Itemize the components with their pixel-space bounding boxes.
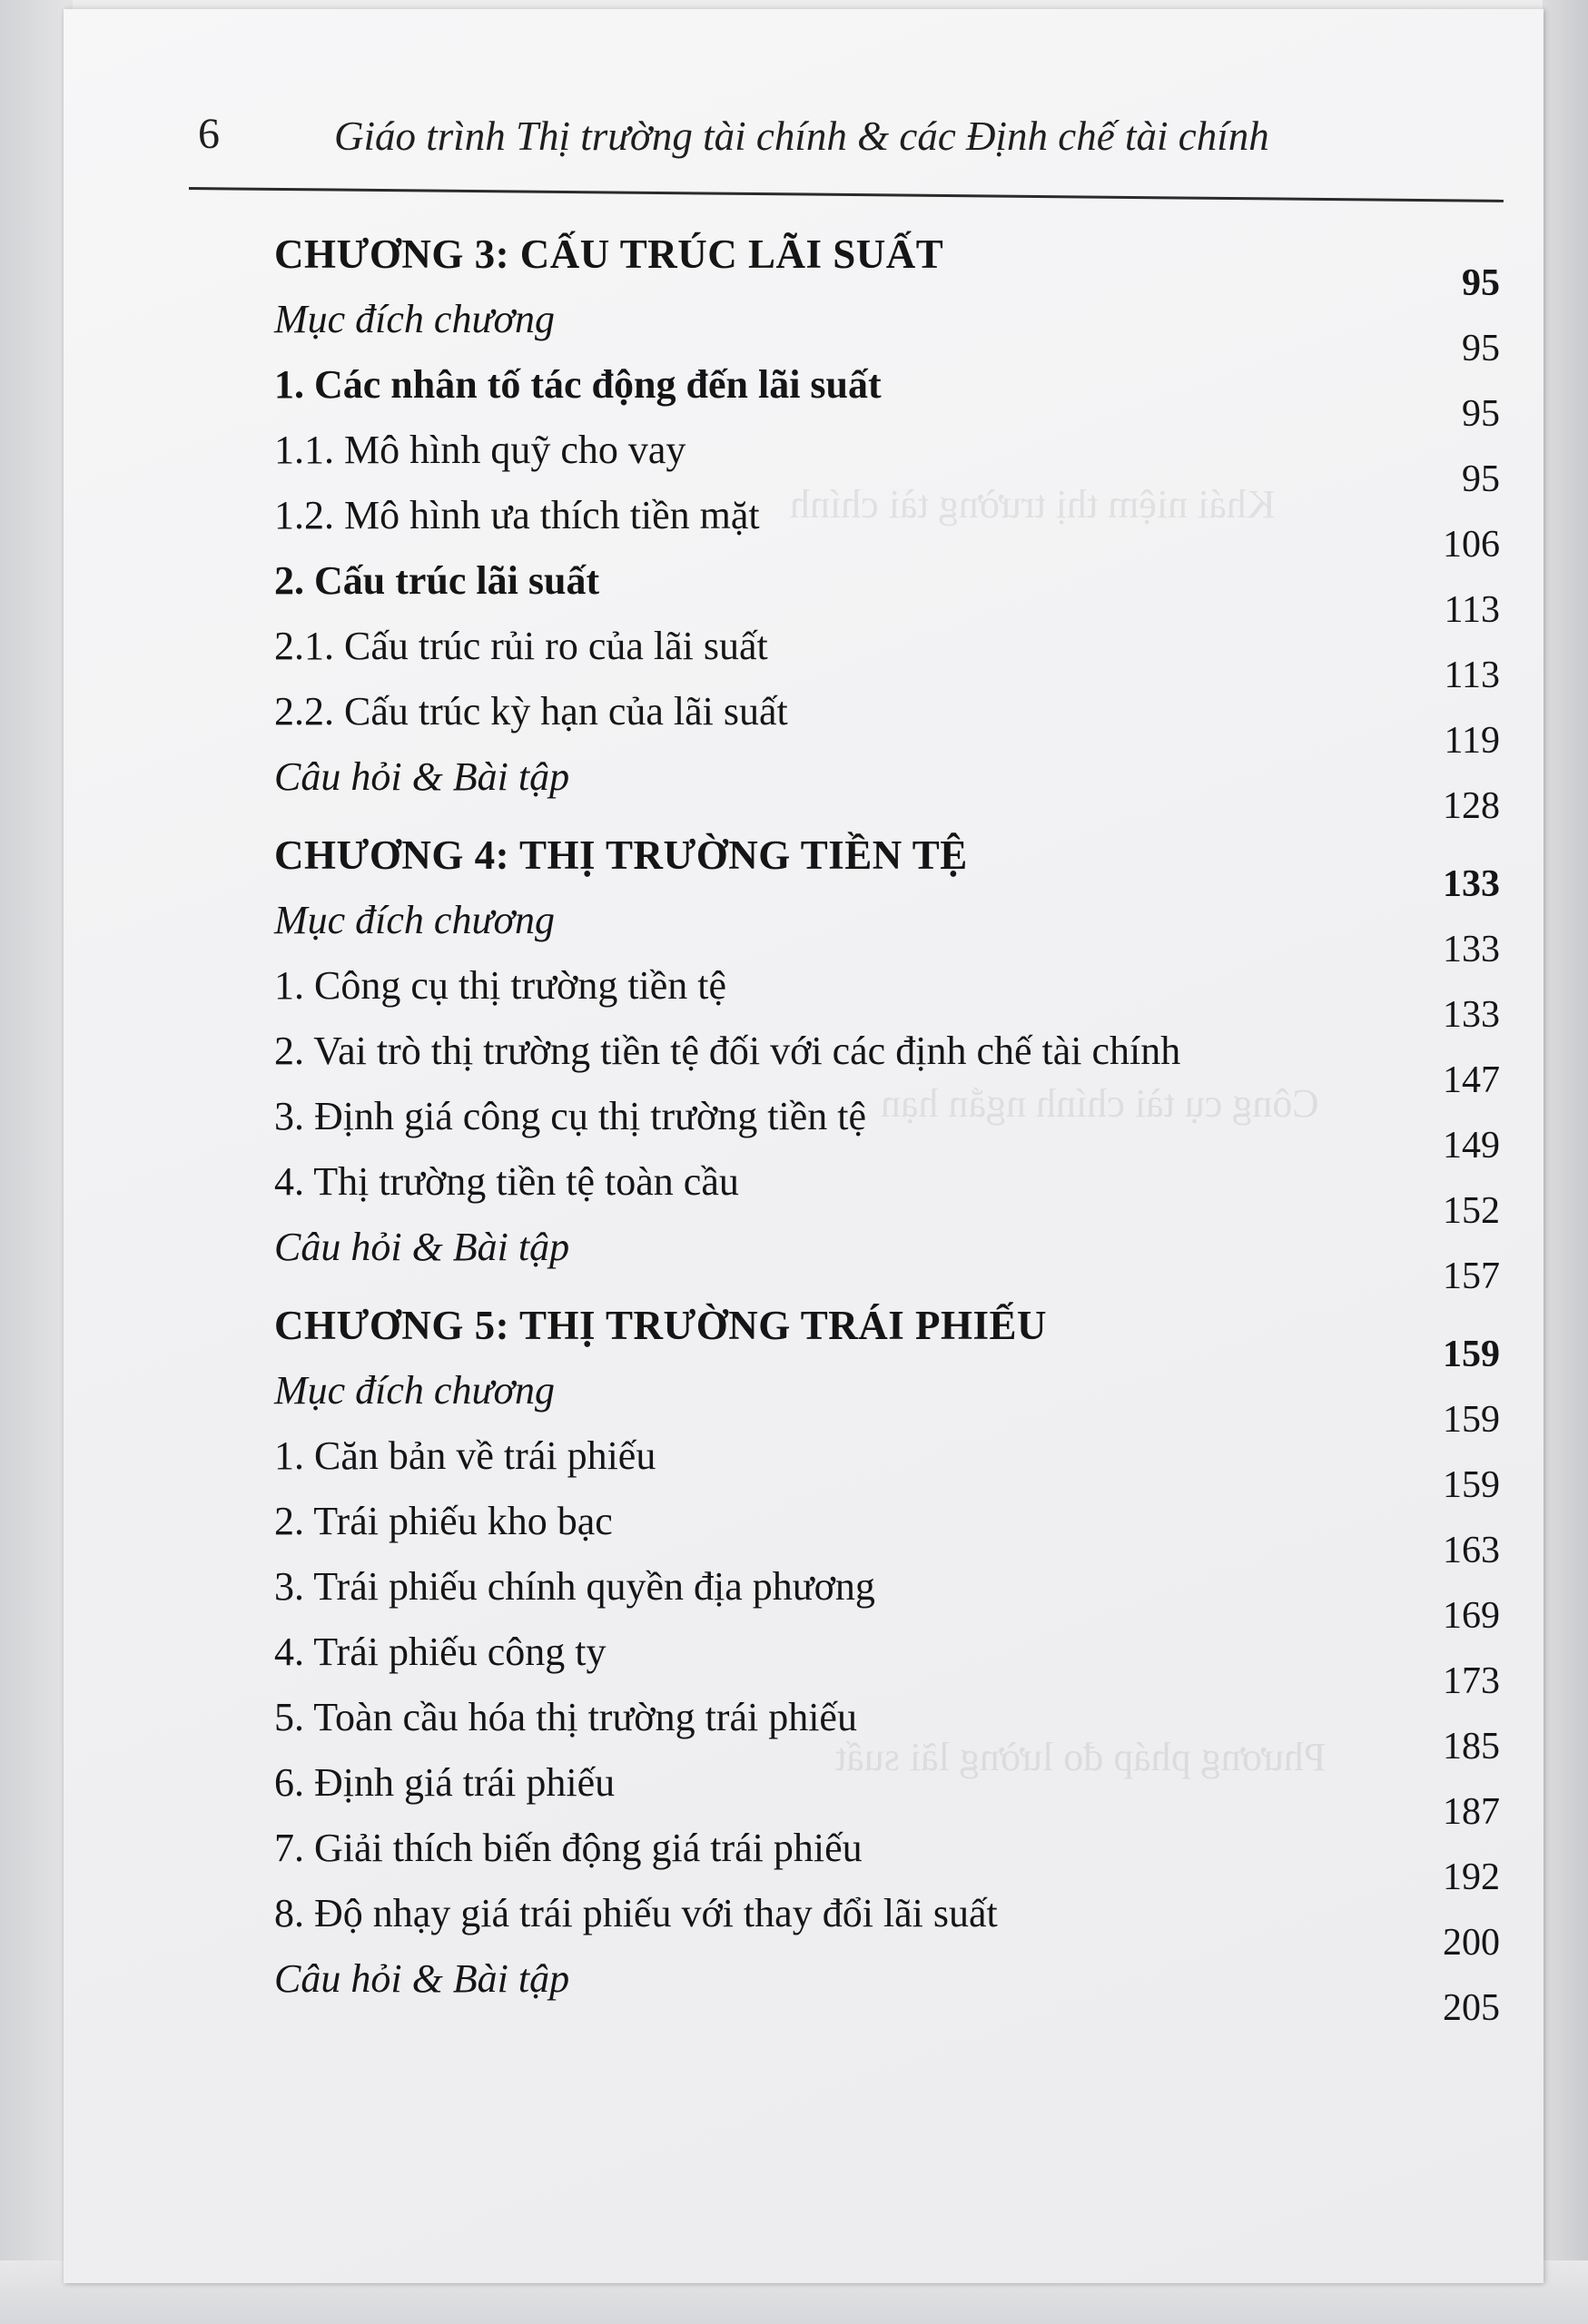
toc-entry-title: Mục đích chương [274,1368,555,1413]
toc-entry-title: Mục đích chương [274,898,555,942]
toc-row [202,1026,1500,1101]
toc-page-number: 159 [1443,1334,1500,1375]
toc-row [202,1157,1500,1232]
toc-page-number: 95 [1462,393,1500,435]
toc-entry-title: 3. Trái phiếu chính quyền địa phương [274,1564,875,1609]
toc-row [202,1692,1500,1768]
toc-page-number: 173 [1443,1660,1500,1702]
toc-entry-title: 6. Định giá trái phiếu [274,1760,616,1805]
toc-row [202,1627,1500,1702]
table-of-contents [202,229,1500,2029]
toc-page-number: 185 [1443,1726,1500,1768]
toc-page-number: 95 [1462,458,1500,500]
toc-entry-title: 3. Định giá công cụ thị trường tiền tệ [274,1094,866,1138]
toc-page-number: 149 [1443,1125,1500,1167]
toc-entry-title: 2. Vai trò thị trường tiền tệ đối với các định chế tài chính [274,1029,1181,1073]
toc-row [202,294,1500,369]
toc-chapter-row [202,830,1500,905]
toc-entry-title: 4. Trái phiếu công ty [274,1630,607,1674]
toc-page-number: 128 [1443,785,1500,827]
toc-row [202,490,1500,566]
toc-row [202,425,1500,500]
toc-page-number: 113 [1444,589,1500,631]
toc-entry-title: CHƯƠNG 4: THỊ TRƯỜNG TIỀN TỆ [274,832,968,878]
toc-row [202,1758,1500,1833]
toc-page-number: 163 [1443,1530,1500,1571]
show-through-text: Công cụ tài chính ngắn hạn [881,1081,1319,1126]
toc-entry-title: 5. Toàn cầu hóa thị trường trái phiếu [274,1695,857,1739]
toc-entry-title: CHƯƠNG 3: CẤU TRÚC LÃI SUẤT [274,231,944,277]
toc-row [202,895,1500,970]
show-through-text: Phương pháp đo lường lãi suất [835,1735,1327,1779]
toc-row [202,556,1500,631]
toc-page-number: 133 [1443,863,1500,905]
toc-row [202,359,1500,435]
toc-entry-title: 2.2. Cấu trúc kỳ hạn của lãi suất [274,689,788,734]
toc-entry-title: 1.2. Mô hình ưa thích tiền mặt [274,493,760,537]
toc-page-number: 133 [1443,994,1500,1036]
toc-chapter-row [202,1300,1500,1375]
toc-page-number: 133 [1443,929,1500,970]
toc-row [202,686,1500,762]
toc-page-number: 113 [1444,655,1500,696]
toc-row [202,960,1500,1036]
toc-entry-title: Mục đích chương [274,297,555,341]
toc-entry-title: Câu hỏi & Bài tập [274,1956,570,2001]
toc-entry-title: 1.1. Mô hình quỹ cho vay [274,428,686,472]
toc-page-number: 119 [1444,720,1500,762]
left-backdrop [0,0,73,2324]
page-number: 6 [198,110,220,158]
toc-row [202,1496,1500,1571]
toc-entry-title: 1. Căn bản về trái phiếu [274,1433,656,1478]
toc-entry-title: CHƯƠNG 5: THỊ TRƯỜNG TRÁI PHIẾU [274,1303,1048,1348]
toc-page-number: 205 [1443,1987,1500,2029]
toc-row [202,1431,1500,1506]
toc-row [202,752,1500,827]
book-title: Giáo trình Thị trường tài chính & các Định chế tài chính [334,113,1269,159]
toc-entry-title: 2. Trái phiếu kho bạc [274,1499,613,1543]
toc-page-number: 157 [1443,1256,1500,1297]
toc-chapter-row [202,229,1500,304]
toc-page-number: 187 [1443,1791,1500,1833]
toc-page-number: 200 [1443,1922,1500,1964]
toc-entry-title: 7. Giải thích biến động giá trái phiếu [274,1826,863,1870]
toc-row [202,1365,1500,1441]
toc-page-number: 169 [1443,1595,1500,1637]
right-backdrop [1543,0,1588,2324]
toc-page-number: 106 [1443,524,1500,566]
toc-page-number: 159 [1443,1464,1500,1506]
toc-page-number: 95 [1462,262,1500,304]
toc-page-number: 192 [1443,1856,1500,1898]
toc-entry-title: 4. Thị trường tiền tệ toàn cầu [274,1159,739,1204]
toc-row [202,1561,1500,1637]
toc-page-number: 95 [1462,328,1500,369]
toc-entry-title: Câu hỏi & Bài tập [274,1225,570,1269]
toc-page-number: 159 [1443,1399,1500,1441]
toc-row [202,621,1500,696]
toc-row [202,1954,1500,2029]
toc-page-number: 152 [1443,1190,1500,1232]
toc-entry-title: 2.1. Cấu trúc rủi ro của lãi suất [274,624,768,668]
toc-entry-title: 8. Độ nhạy giá trái phiếu với thay đổi lãi suất [274,1891,998,1935]
toc-entry-title: 1. Công cụ thị trường tiền tệ [274,963,727,1008]
page-header [198,100,1498,182]
toc-row [202,1888,1500,1964]
toc-entry-title: 1. Các nhân tố tác động đến lãi suất [274,362,882,407]
toc-row [202,1091,1500,1167]
toc-row [202,1222,1500,1297]
show-through-text: Khái niệm thị trường tài chính [790,482,1276,527]
toc-entry-title: 2. Cấu trúc lãi suất [274,558,600,603]
toc-page-number: 147 [1443,1059,1500,1101]
toc-entry-title: Câu hỏi & Bài tập [274,754,570,799]
toc-row [202,1823,1500,1898]
